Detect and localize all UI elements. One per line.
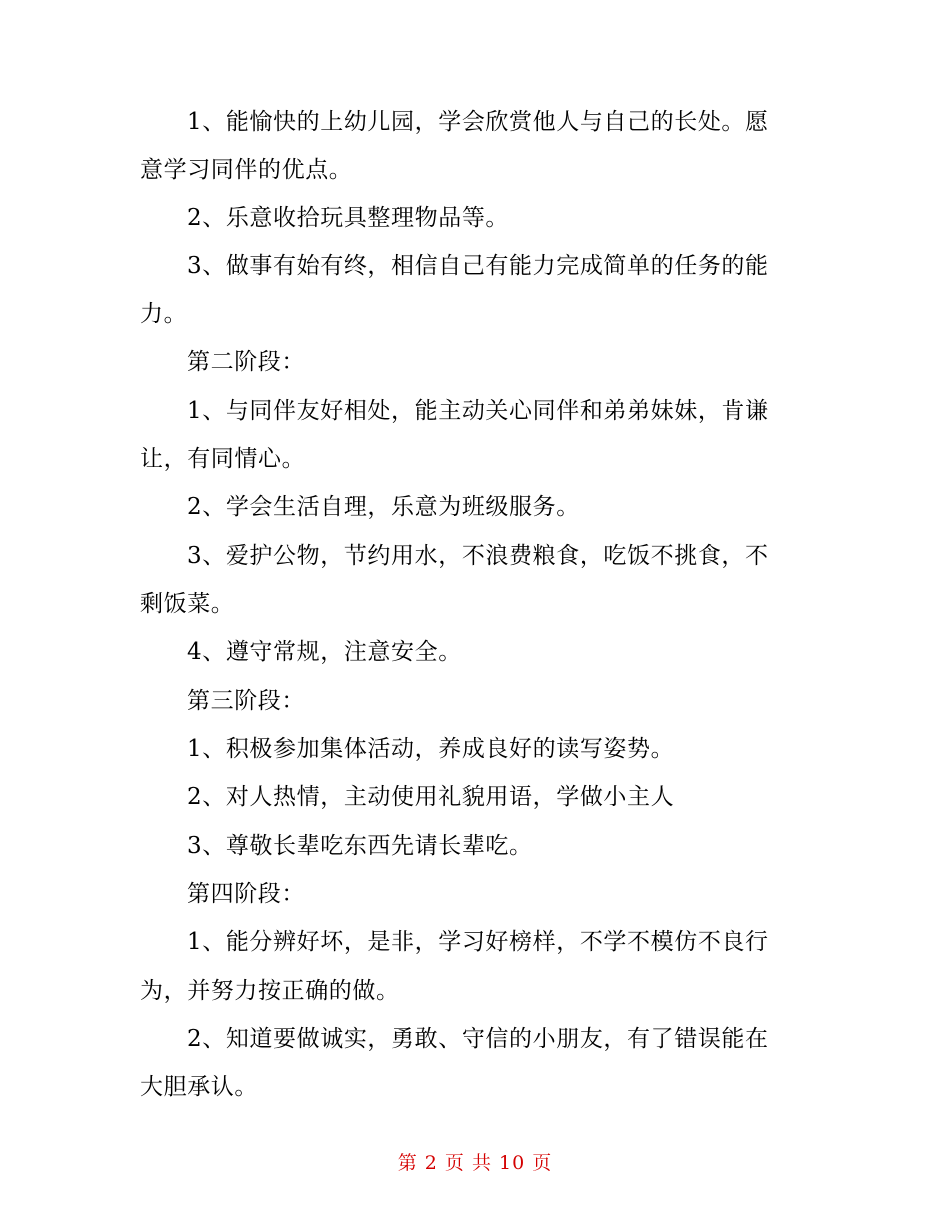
paragraph-line: 1、积极参加集体活动，养成良好的读写姿势。 <box>187 736 675 762</box>
paragraph-line: 2、乐意收拾玩具整理物品等。 <box>187 205 510 231</box>
paragraph-line: 3、做事有始有终，相信自己有能力完成简单的任务的能 <box>187 253 769 279</box>
paragraph-line: 力。 <box>140 301 188 327</box>
paragraph-line: 2、对人热情，主动使用礼貌用语，学做小主人 <box>187 784 675 810</box>
paragraph-line: 让，有同情心。 <box>140 446 306 472</box>
paragraph-line: 2、学会生活自理，乐意为班级服务。 <box>187 494 580 520</box>
paragraph-line: 为，并努力按正确的做。 <box>140 978 400 1004</box>
paragraph-line: 3、爱护公物，节约用水，不浪费粮食，吃饭不挑食，不 <box>187 543 769 569</box>
paragraph-line: 剩饭菜。 <box>140 591 235 617</box>
paragraph-line: 1、能愉快的上幼儿园，学会欣赏他人与自己的长处。愿 <box>187 109 769 135</box>
page-number-footer: 第 2 页 共 10 页 <box>397 1152 553 1174</box>
paragraph-line: 意学习同伴的优点。 <box>140 157 353 183</box>
paragraph-line: 2、知道要做诚实，勇敢、守信的小朋友，有了错误能在 <box>187 1026 769 1052</box>
paragraph-line: 大胆承认。 <box>140 1074 258 1100</box>
section-heading: 第四阶段： <box>187 881 305 907</box>
paragraph-line: 3、尊敬长辈吃东西先请长辈吃。 <box>187 833 533 859</box>
paragraph-line: 1、能分辨好坏，是非，学习好榜样，不学不模仿不良行 <box>187 929 769 955</box>
paragraph-line: 4、遵守常规，注意安全。 <box>187 639 462 665</box>
section-heading: 第二阶段： <box>187 349 305 375</box>
section-heading: 第三阶段： <box>187 688 305 714</box>
paragraph-line: 1、与同伴友好相处，能主动关心同伴和弟弟妹妹，肯谦 <box>187 398 769 424</box>
